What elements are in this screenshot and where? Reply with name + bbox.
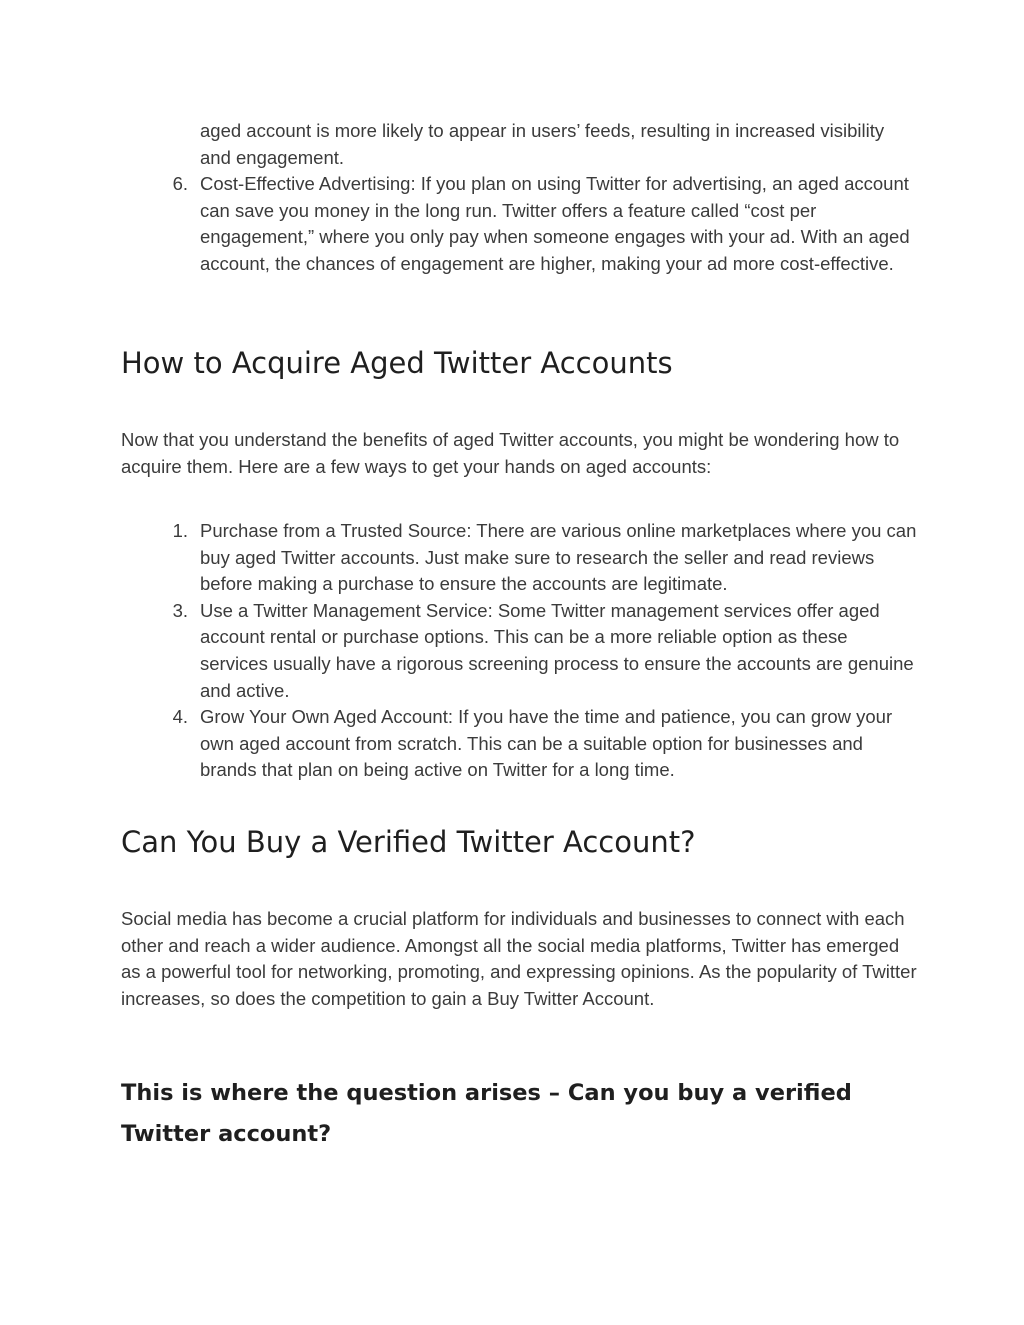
list-item-number: 4. (172, 706, 188, 728)
section-heading-verified: Can You Buy a Verified Twitter Account? (121, 825, 696, 859)
list-item (160, 598, 920, 704)
verified-subheading: This is where the question arises – Can you buy a verified Twitter account? (121, 1080, 852, 1147)
list-item (160, 518, 920, 598)
list-item-number: 6. (172, 173, 188, 195)
list-item-text: aged account is more likely to appear in users’ feeds, resulting in increased visibility and engagement. (200, 120, 885, 168)
list-item-text: Purchase from a Trusted Source: There are various online marketplaces where you can buy aged Twitter accounts. Just make sure to research the seller and read reviews before making a purchase to ensure the accounts are legitimate. (200, 520, 917, 595)
benefits-list (160, 118, 920, 278)
verified-paragraph: Social media has become a crucial platform for individuals and businesses to connect with each other and reach a wider audience. Amongst all the social media platforms, Twitter has emerged as a powerful tool for networking, promoting, and expressing opinions. As the popularity of Twitter increases, so does the competition to gain a Buy Twitter Account. (121, 908, 917, 1009)
list-item-text: Grow Your Own Aged Account: If you have the time and patience, you can grow your own aged account from scratch. This can be a suitable option for businesses and brands that plan on being active on Twitter for a long time. (200, 706, 893, 781)
list-item (160, 704, 920, 784)
acquire-list (160, 518, 920, 784)
list-item-number: 1. (172, 520, 188, 541)
list-item-continuation (160, 118, 920, 171)
acquire-intro-paragraph: Now that you understand the benefits of aged Twitter accounts, you might be wondering how to acquire them. Here are a few ways to get your hands on aged accounts: (121, 429, 900, 477)
list-item (160, 171, 920, 277)
section-heading-acquire: How to Acquire Aged Twitter Accounts (121, 346, 673, 380)
list-item-text: Use a Twitter Management Service: Some Twitter management services offer aged account rental or purchase options. This can be a more reliable option as these services usually have a rigorous screening process to ensure the accounts are genuine and active. (200, 599, 914, 701)
list-item-text: Cost-Effective Advertising: If you plan on using Twitter for advertising, an aged account can save you money in the long run. Twitter offers a feature called “cost per engagement,” where you only pay when someone engages with your ad. With an aged account, the chances of engagement are higher, making your ad more cost-effective. (200, 173, 910, 274)
list-item-number: 3. (172, 599, 188, 621)
